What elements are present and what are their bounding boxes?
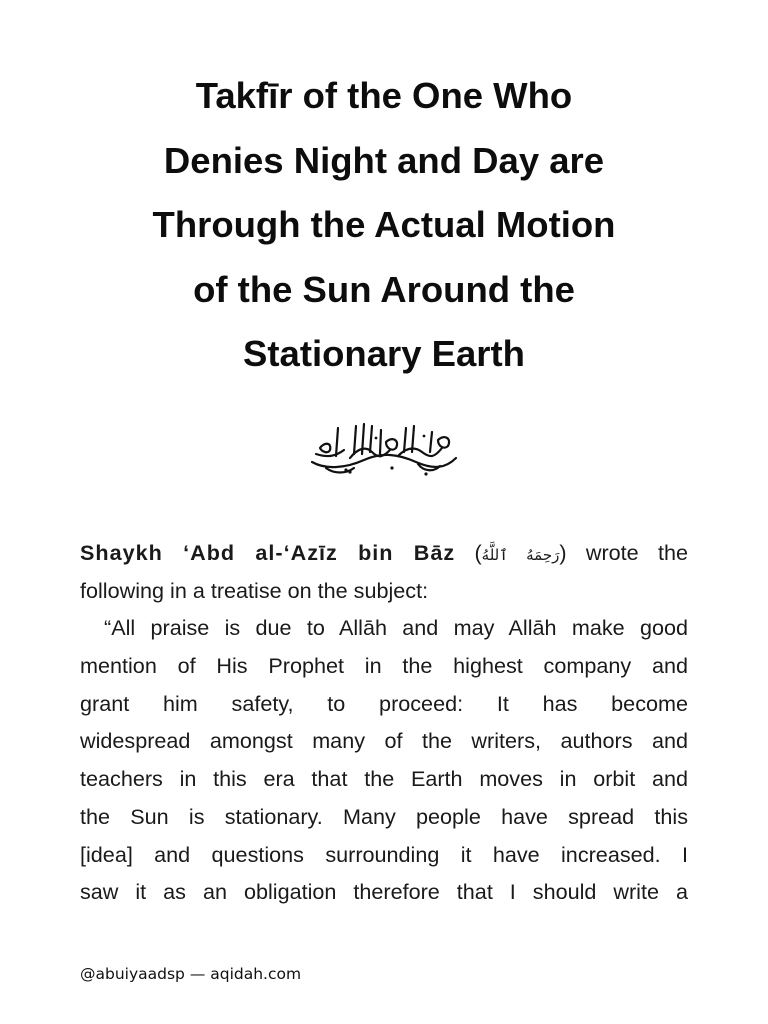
- title-line: Denies Night and Day are: [163, 139, 605, 181]
- author-name: Shaykh ‘Abd al-‘Azīz bin Bāz: [80, 540, 456, 565]
- basmala-calligraphy-icon: [306, 418, 462, 478]
- basmala-graphic: [306, 418, 462, 478]
- body-paragraph: [80, 534, 688, 911]
- body-line: Shaykh ‘Abd al-‘Azīz bin Bāz (رَحِمَهُ ٱللَّهُ) wrote the: [80, 540, 688, 565]
- body-line: [idea] and questions surrounding it have increased. I: [80, 841, 688, 867]
- footer-credit: @abuiyaadsp — aqidah.com: [80, 965, 302, 983]
- document-title: [60, 64, 708, 387]
- body-line: saw it as an obligation therefore that I should write a: [80, 879, 688, 905]
- body-line-rest: wrote the: [585, 540, 688, 565]
- body-line: grant him safety, to proceed: It has become: [80, 690, 688, 716]
- title-line: Takfīr of the One Who: [195, 75, 573, 116]
- body-line: “All praise is due to Allāh and may Allāh make good: [104, 615, 688, 641]
- body-line: mention of His Prophet in the highest company and: [80, 653, 688, 679]
- body-line: following in a treatise on the subject:: [80, 577, 429, 603]
- title-line: Through the Actual Motion: [152, 204, 616, 245]
- title-line: Stationary Earth: [243, 333, 525, 374]
- honorific: رَحِمَهُ ٱللَّهُ: [481, 546, 560, 564]
- body-line: the Sun is stationary. Many people have spread this: [80, 803, 688, 829]
- title-line: of the Sun Around the: [193, 268, 575, 310]
- body-line: widespread amongst many of the writers, authors and: [80, 728, 688, 754]
- body-line: teachers in this era that the Earth moves in orbit and: [80, 766, 688, 792]
